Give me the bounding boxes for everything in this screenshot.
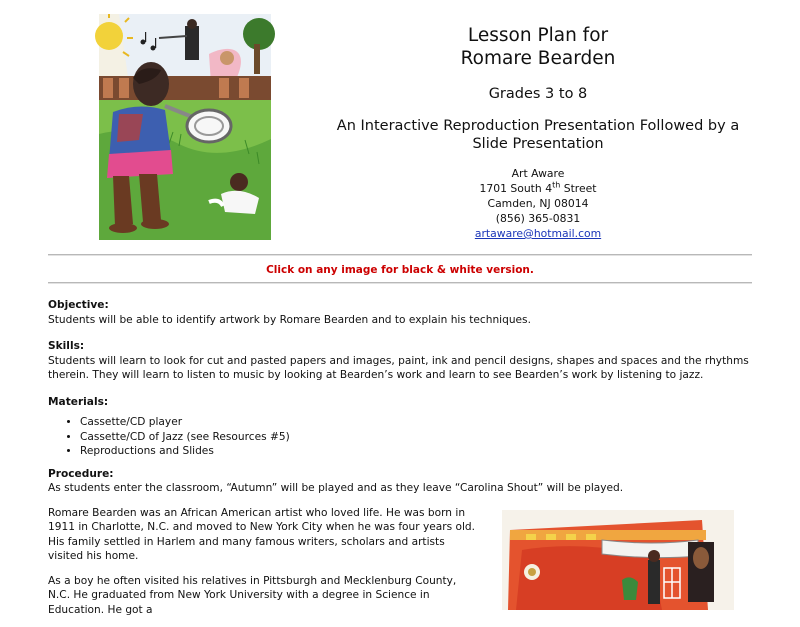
skills-heading: Skills: (48, 340, 85, 352)
skills-text: Students will learn to look for cut and pasted papers and images, paint, ink and pencil designs, shapes and spaces and the rhythms therein. They will learn to listen to music by looking at Bearden’s work and learn to see Bearden’s work by listening to jazz. (48, 354, 749, 381)
subtitle-line-2: Slide Presentation (472, 136, 604, 152)
header-block (330, 24, 746, 241)
grade-range: Grades 3 to 8 (488, 86, 588, 102)
street-number: 1701 South 4 (479, 182, 553, 195)
collage-artwork-graphic (99, 14, 271, 240)
street-address (330, 181, 746, 196)
contact-address (330, 166, 746, 241)
bottom-divider (48, 282, 752, 284)
materials-section (48, 395, 758, 459)
trumpet-player-collage-image[interactable] (99, 14, 271, 240)
title-line-1: Lesson Plan for (467, 25, 609, 46)
objective-text: Students will be able to identify artwork by Romare Bearden and to explain his techniques. (48, 313, 531, 326)
subtitle-line-1: An Interactive Reproduction Presentation Followed by a (336, 118, 740, 134)
street-scene-graphic (502, 510, 734, 610)
email-link[interactable]: artaware@hotmail.com (474, 227, 602, 240)
biography-paragraph-2: As a boy he often visited his relatives in Pittsburgh and Mecklenburg County, N.C. He graduated from New York University with a degree in Science in Education. He got a (48, 574, 457, 616)
city-state-zip: Camden, NJ 08014 (487, 197, 589, 210)
procedure-heading: Procedure: (48, 467, 114, 480)
subtitle (330, 117, 746, 153)
materials-list (48, 415, 758, 459)
harlem-street-collage-image[interactable] (502, 510, 734, 610)
procedure-text: As students enter the classroom, “Autumn” will be played and as they leave “Carolina Shout” will be played. (48, 482, 624, 494)
street-name: Street (560, 182, 597, 195)
organization-name: Art Aware (511, 167, 565, 180)
biography-paragraph-1: Romare Bearden was an African American artist who loved life. He was born in 1911 in Charlotte, N.C. and moved to New York City when he was four years old. His family settled in Harlem and many famous writers, scholars and artists visited his home. (48, 506, 476, 562)
list-item: • Reproductions and Slides (80, 444, 758, 459)
objective-heading: Objective: (48, 299, 109, 311)
phone-number: (856) 365-0831 (495, 212, 581, 225)
street-ordinal-suffix: th (552, 180, 561, 190)
top-divider (48, 254, 752, 256)
black-white-version-notice: Click on any image for black & white version. (266, 264, 534, 276)
list-item: • Cassette/CD player (80, 415, 758, 430)
page-title (330, 24, 746, 70)
objective-section (48, 298, 758, 327)
materials-heading: Materials: (48, 395, 109, 408)
biography-section (48, 506, 478, 618)
procedure-section (48, 467, 758, 496)
list-item: • Cassette/CD of Jazz (see Resources #5) (80, 430, 758, 445)
skills-section (48, 339, 758, 383)
title-line-2: Romare Bearden (460, 48, 616, 69)
